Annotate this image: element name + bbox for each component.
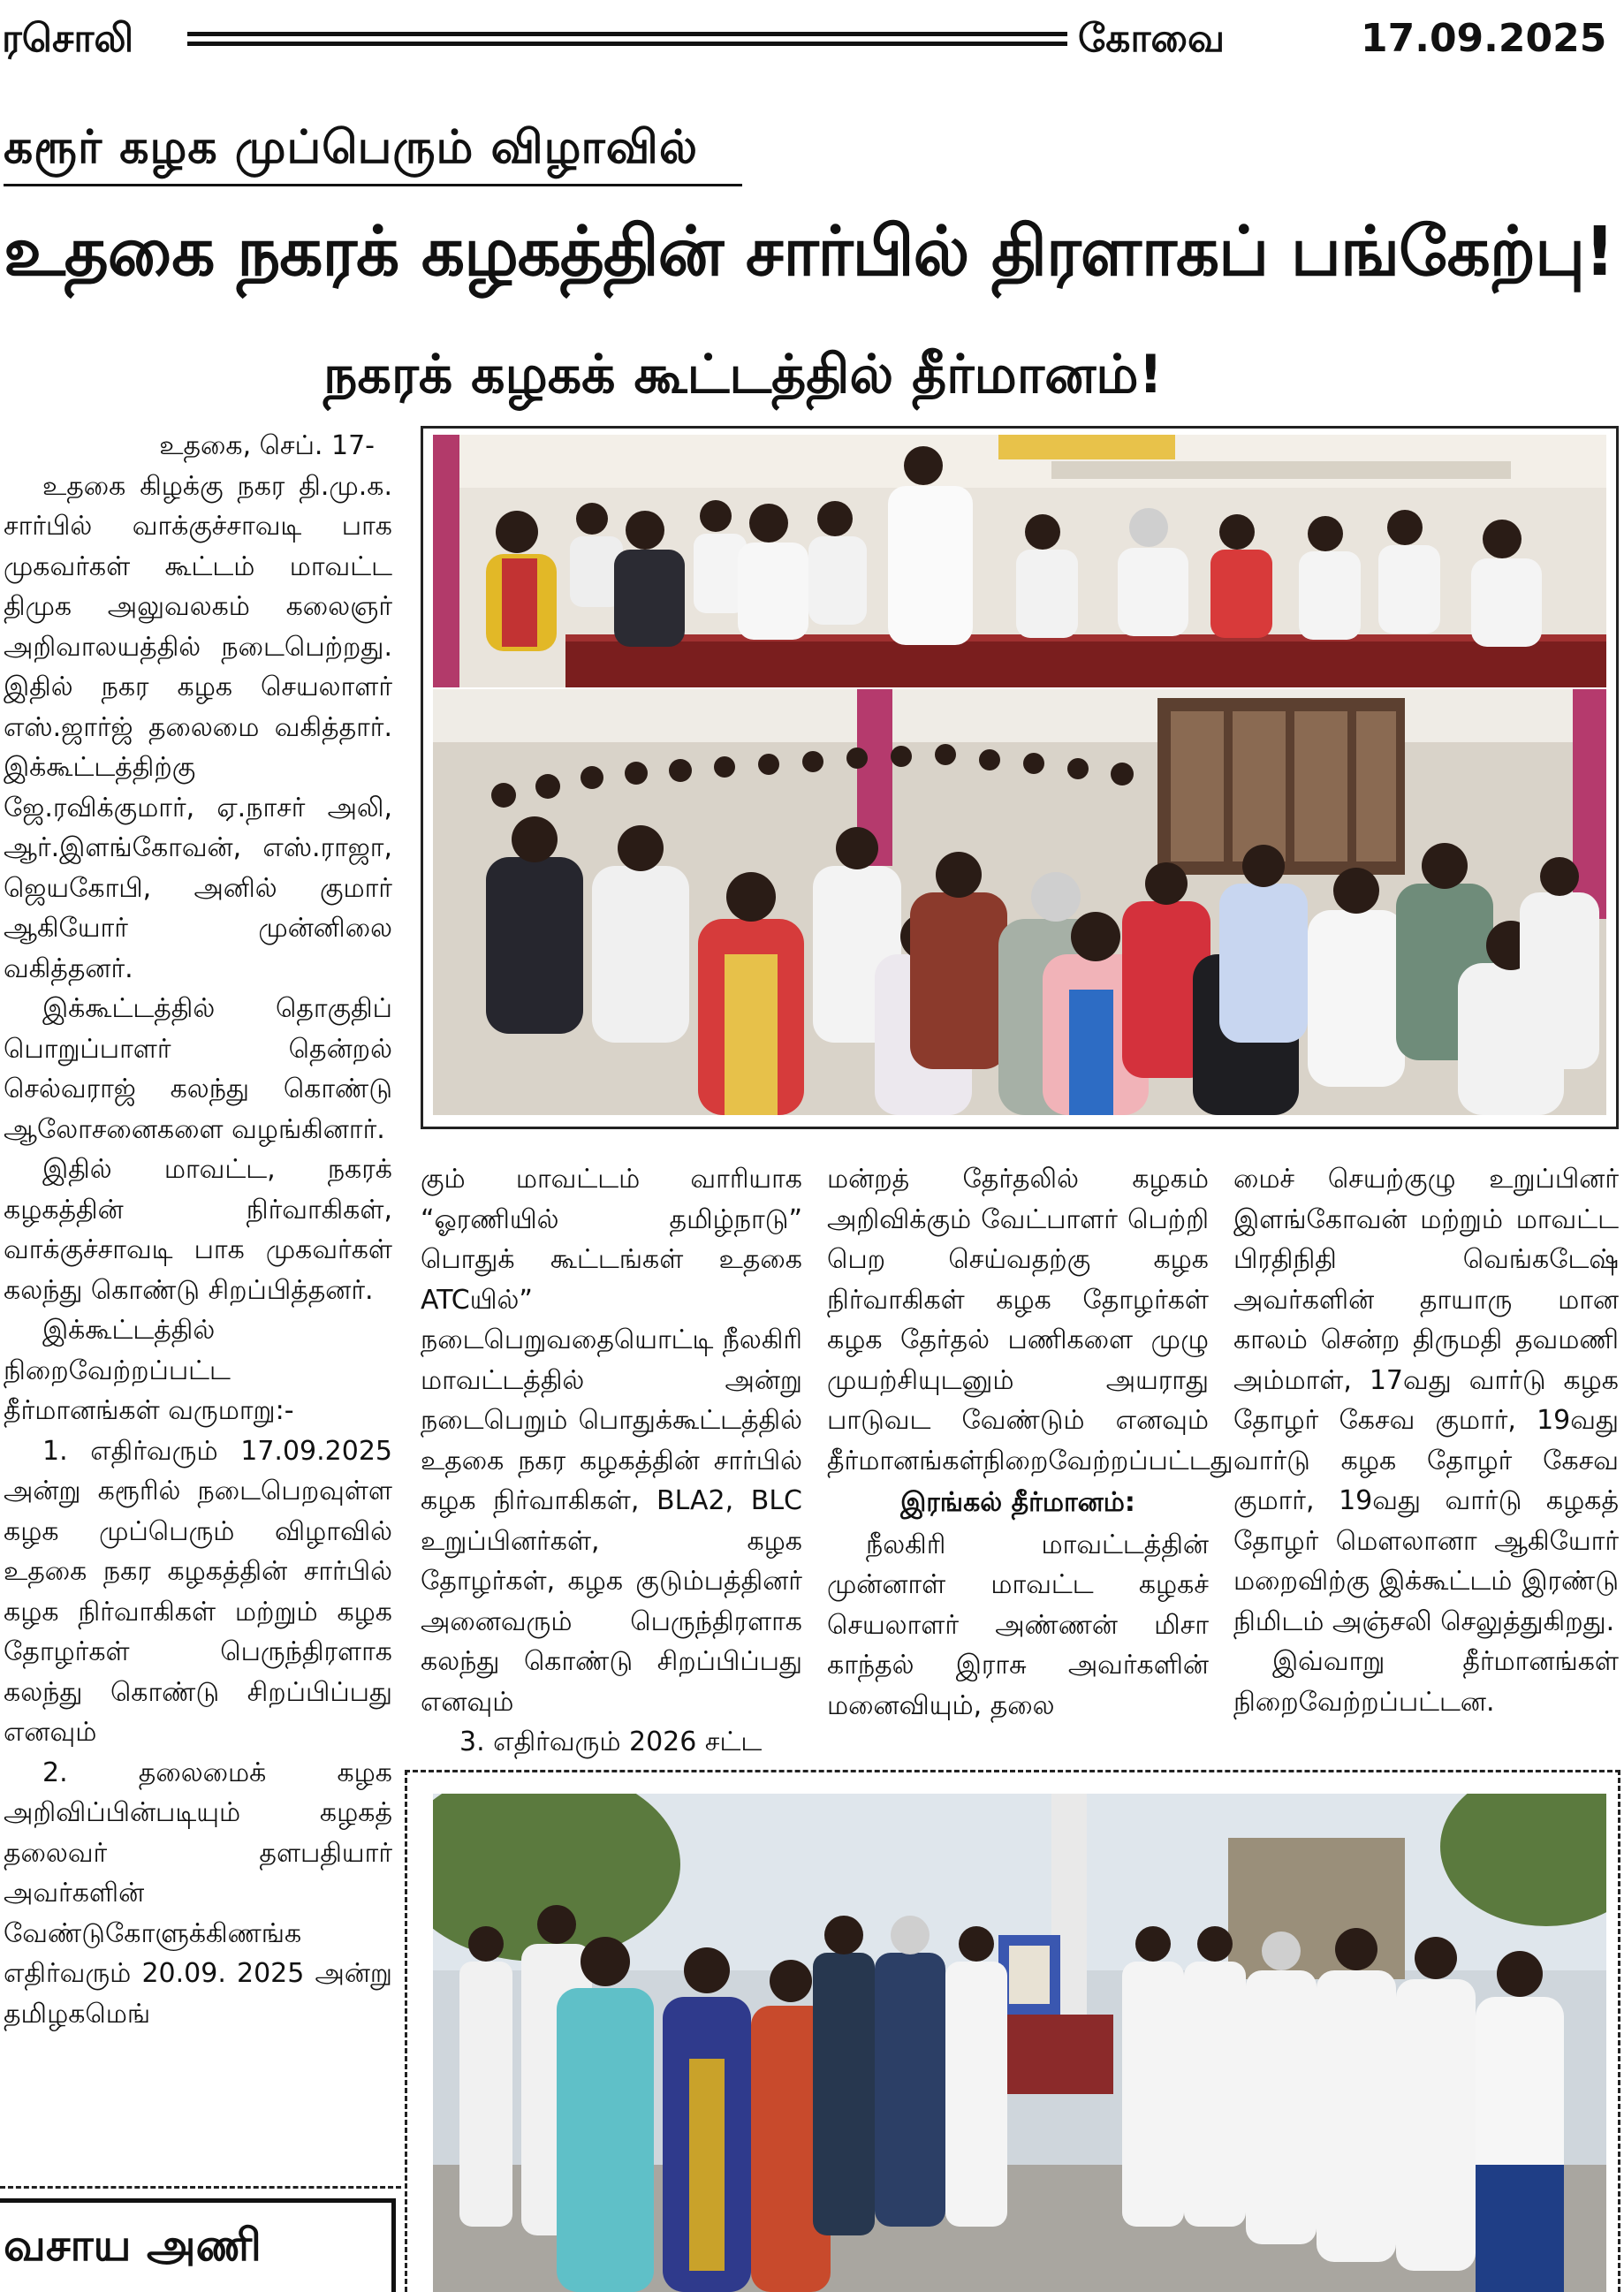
paragraph: 1. எதிர்வரும் 17.09.2025 அன்று கரூரில் நடைபெறவுள்ள கழக முப்பெரும் விழாவில் உதகை நகர கழகத்தின் சார்பில் கழக நிர்வாகிகள் மற்றும் கழக தோழர்கள் பெருந்திரளாக கலந்து கொண்டு சிறப்பிப்பது எனவும்: [4, 1435, 392, 1748]
paragraph: உதகை கிழக்கு நகர தி.மு.க. சார்பில் வாக்குச்சாவடி பாக முகவர்கள் கூட்டம் மாவட்ட திமுக அலுவலகம் கலைஞர் அறிவாலயத்தில் நடைபெற்றது. இதில் நகர கழக செயலாளர் எஸ்.ஜார்ஜ் தலைமை வகித்தார். இக்கூட்டத்திற்கு ஜே.ரவிக்குமார், ஏ.நாசர் அலி, ஆர்.இளங்கோவன், எஸ்.ராஜா, ஜெயகோபி, அனில் குமார் ஆகியோர் முன்னிலை வகித்தனர்.: [4, 470, 392, 984]
sub-headline: நகரக் கழகக் கூட்டத்தில் தீர்மானம்!: [323, 344, 1163, 406]
article-column-1: [4, 426, 392, 2034]
paragraph: இவ்வாறு தீர்மானங்கள் நிறைவேற்றப்பட்டன.: [1233, 1646, 1619, 1718]
paragraph: இதில் மாவட்ட, நகரக் கழகத்தின் நிர்வாகிகள், வாக்குச்சாவடி பாக முகவர்கள் கலந்து கொண்டு சிறப்பித்தனர்.: [4, 1154, 392, 1306]
tribute-photo: [433, 1794, 1606, 2292]
paragraph: நீலகிரி மாவட்டத்தின் முன்னாள் மாவட்ட கழகச் செயலாளர் அண்ணன் மிசா காந்தல் இராசு அவர்களின் மனைவியும், தலை: [827, 1529, 1209, 1721]
condolence-heading: இரங்கல் தீர்மானம்:: [900, 1487, 1135, 1518]
masthead-rule: [187, 32, 1067, 46]
paragraph: மைச் செயற்குழு உறுப்பினர் இளங்கோவன் மற்றும் மாவட்ட பிரதிநிதி வெங்கடேஷ் அவர்களின் தாயாரு மான காலம் சென்ற திருமதி தவமணி அம்மாள், 17வது வார்டு கழக தோழர் கேசவ குமார், 19வது வார்டு கழக தோழர் கேசவ குமார், 19வது வார்டு கழகத் தோழர் மௌலானா ஆகியோர் மறைவிற்கு இக்கூட்டம் இரண்டு நிமிடம் அஞ்சலி செலுத்துகிறது.: [1233, 1164, 1619, 1637]
article-column-4: [1233, 1159, 1619, 1722]
main-headline: உதகை நகரக் கழகத்தின் சார்பில் திரளாகப் பங்கேற்பு!: [4, 213, 1615, 292]
paragraph: கும் மாவட்டம் வாரியாக “ஓரணியில் தமிழ்நாடு” பொதுக் கூட்டங்கள் உதகை ATCயில்” நடைபெறுவதையொட்டி நீலகிரி மாவட்டத்தில் அன்று நடைபெறும் பொதுக்கூட்டத்தில் உதகை நகர கழகத்தின் சார்பில் கழக நிர்வாகிகள், BLA2, BLC உறுப்பினர்கள், கழக தோழர்கள், கழக குடும்பத்தினர் அனைவரும் பெருந்திரளாக கலந்து கொண்டு சிறப்பிப்பது எனவும்: [421, 1164, 802, 1718]
paragraph: 3. எதிர்வரும் 2026 சட்ட: [459, 1727, 763, 1757]
kicker-headline: கரூர் கழக முப்பெரும் விழாவில்: [4, 121, 698, 174]
article-column-2: [421, 1159, 802, 1763]
meeting-stage-photo: [433, 435, 1606, 687]
paragraph: 2. தலைமைக் கழக அறிவிப்பின்படியும் கழகத் தலைவர் தளபதியார் அவர்களின் வேண்டுகோளுக்கிணங்க எதிர்வரும் 20.09. 2025 அன்று தமிழகமெங்: [4, 1757, 392, 2030]
edition-name: கோவை: [1078, 16, 1226, 61]
next-article-heading: வசாய அணி: [4, 2220, 262, 2271]
paragraph: மன்றத் தேர்தலில் கழகம் அறிவிக்கும் வேட்பாளர் பெற்றி பெற செய்வதற்கு கழக நிர்வாகிகள் கழக தோழர்கள் கழக தேர்தல் பணிகளை முழு முயற்சியுடனும் அயராது பாடுவட வேண்டும் எனவும் தீர்மானங்கள்நிறைவேற்றப்பட்டது: [827, 1164, 1233, 1476]
masthead: [0, 0, 1624, 81]
paragraph: இக்கூட்டத்தில் நிறைவேற்றப்பட்ட தீர்மானங்கள் வருமாறு:-: [4, 1315, 294, 1426]
dateline: உதகை, செப். 17-: [159, 430, 375, 461]
paragraph: இக்கூட்டத்தில் தொகுதிப் பொறுப்பாளர் தென்றல் செல்வராஜ் கலந்து கொண்டு ஆலோசனைகளை வழங்கினார்.: [4, 993, 392, 1145]
column-divider-dashed: [0, 2186, 401, 2189]
article-column-3: [827, 1159, 1233, 1726]
kicker-underline: [4, 184, 742, 186]
audience-photo: [433, 689, 1606, 1115]
paper-name: ரசொலி: [2, 16, 134, 61]
issue-date: 17.09.2025: [1361, 16, 1607, 61]
